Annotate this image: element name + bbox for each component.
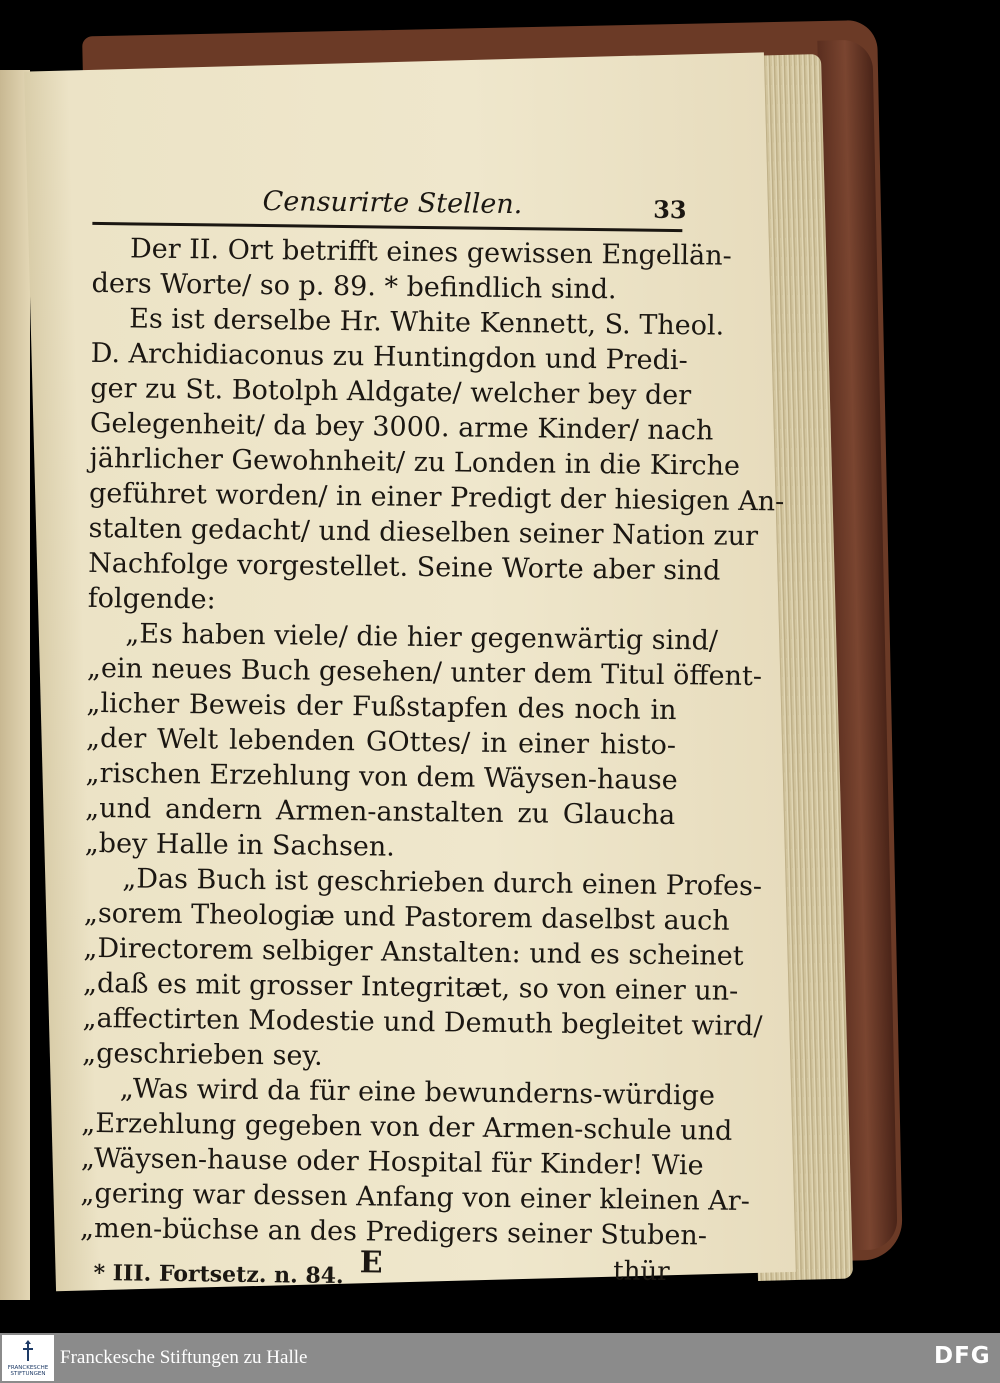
text-line: „geschrieben sey.	[82, 1037, 323, 1072]
text-line: ger zu St. Botolph Aldgate/ welcher bey der	[90, 372, 692, 412]
signature-mark: E	[359, 1245, 383, 1281]
catchword: thür	[613, 1256, 670, 1288]
text-line: „rischen Erzehlung von dem Wäysen-hause	[85, 757, 678, 797]
logo-text: FRANCKESCHE STIFTUNGEN	[7, 1365, 49, 1377]
dfg-logo[interactable]: DFG	[934, 1343, 991, 1369]
text-line: folgende:	[87, 582, 216, 616]
text-line: „sorem Theologiæ und Pastorem daselbst auch	[83, 897, 730, 937]
franckesche-logo-icon	[18, 1339, 38, 1363]
text-line: „Es haben viele/ die hier gegenwärtig sind/	[125, 618, 719, 657]
page-bottom	[79, 1245, 670, 1293]
text-line: „der Welt lebenden GOttes/ in einer histo-	[85, 722, 677, 762]
page-text-block	[79, 178, 785, 1293]
page-header	[92, 178, 687, 232]
text-line: „men-büchse an des Predigers seiner Stuben-	[79, 1212, 708, 1252]
text-line: ders Worte/ so p. 89. * befindlich sind.	[91, 267, 617, 306]
text-line: „und andern Armen-anstalten zu Glaucha	[85, 792, 676, 832]
footnote: * III. Fortsetz. n. 84.	[93, 1260, 344, 1290]
page-number: 33	[653, 194, 687, 225]
text-line: „affectirten Modestie und Demuth begleitet wird/	[82, 1002, 763, 1043]
text-line: „ein neues Buch gesehen/ unter dem Titul öffent-	[86, 652, 763, 693]
text-line: geführet worden/ in einer Predigt der hiesigen An-	[88, 477, 785, 518]
text-line: „gering war dessen Anfang von einer kleinen Ar-	[80, 1177, 751, 1218]
institution-logo[interactable]	[2, 1335, 54, 1381]
text-line: „Was wird da für eine bewunderns-würdige	[119, 1073, 716, 1112]
book-page	[24, 52, 796, 1291]
text-line: D. Archidiaconus zu Huntingdon und Predi-	[90, 337, 688, 377]
text-line: Es ist derselbe Hr. White Kennett, S. Theol.	[129, 303, 725, 342]
text-line: jährlicher Gewohnheit/ zu Londen in die Kirche	[89, 442, 741, 482]
text-line: Nachfolge vorgestellet. Seine Worte aber sind	[88, 547, 721, 587]
text-line: Der II. Ort betrifft eines gewissen Engellän-	[129, 233, 732, 272]
text-line: „bey Halle in Sachsen.	[84, 827, 396, 863]
running-head: Censurirte Stellen.	[262, 185, 523, 221]
text-line: „Das Buch ist geschrieben durch einen Profes-	[122, 863, 763, 903]
text-line: „licher Beweis der Fußstapfen des noch in	[86, 687, 677, 727]
text-line: „daß es mit grosser Integritæt, so von einer un-	[82, 967, 739, 1007]
footer-bar	[0, 1333, 1000, 1383]
text-line: „Erzehlung gegeben von der Armen-schule und	[81, 1107, 733, 1147]
facing-page-edge	[0, 70, 30, 1300]
body-text	[79, 231, 785, 1253]
text-line: „Directorem selbiger Anstalten: und es scheinet	[83, 932, 744, 972]
institution-name[interactable]: Franckesche Stiftungen zu Halle	[60, 1347, 308, 1368]
text-line: stalten gedacht/ und dieselben seiner Nation zur	[88, 512, 759, 553]
text-line: „Wäysen-hause oder Hospital für Kinder! Wie	[80, 1142, 704, 1182]
text-line: Gelegenheit/ da bey 3000. arme Kinder/ nach	[89, 407, 714, 447]
